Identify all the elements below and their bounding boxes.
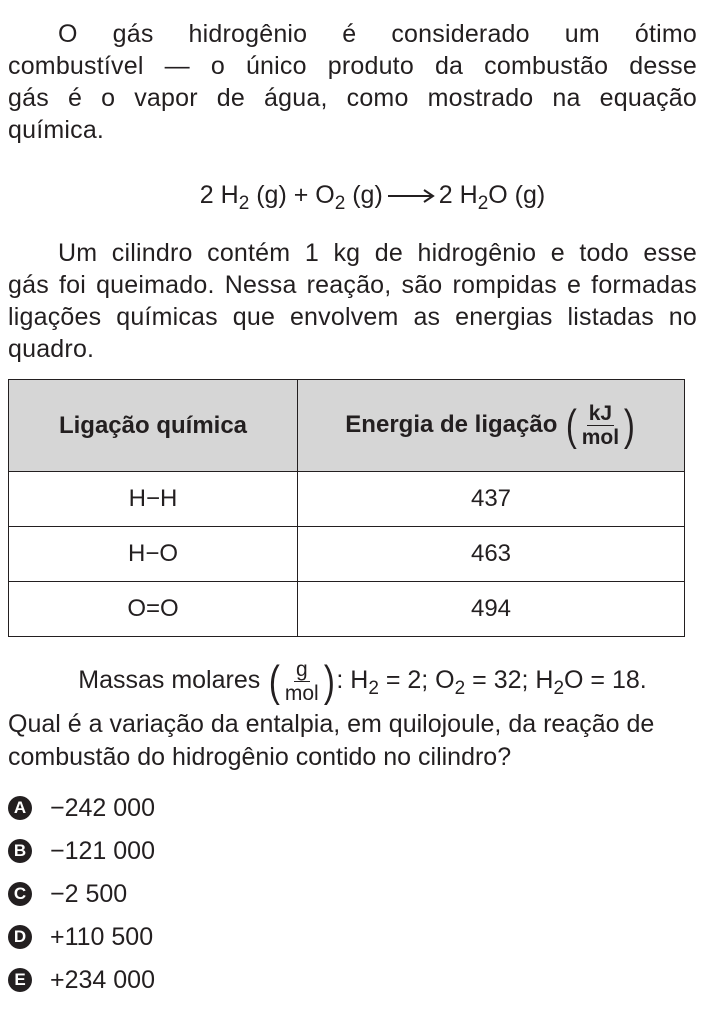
option-value: −121 000 — [50, 836, 155, 865]
molar-colon: : — [336, 666, 344, 695]
header-bond: Ligação química — [9, 380, 298, 472]
option-letter-badge: C — [8, 882, 32, 906]
option-b[interactable] — [8, 829, 697, 872]
energy-unit-denominator: mol — [581, 426, 620, 449]
option-letter-badge: B — [8, 839, 32, 863]
molar-h2-subscript: 2 — [368, 678, 379, 700]
table-row — [9, 472, 685, 527]
intro-paragraph-2: Um cilindro contém 1 kg de hidrogênio e todo esse gás foi queimado. Nessa reação, são rompidas e formadas ligações químicas que envolvem as energias listadas no quadro. — [8, 239, 697, 363]
energy-cell: 494 — [298, 582, 685, 637]
open-paren: ( — [565, 400, 577, 450]
option-d[interactable] — [8, 915, 697, 958]
eq-h2o-subscript: 2 — [477, 193, 489, 214]
table-row — [9, 527, 685, 582]
energy-unit-numerator: kJ — [588, 402, 613, 425]
bond-cell: O=O — [9, 582, 298, 637]
answer-options — [8, 786, 697, 1001]
eq-reactant-o2: (g) + O — [249, 181, 335, 209]
molar-unit-numerator: g — [295, 658, 308, 681]
molar-o2-subscript: 2 — [454, 678, 466, 700]
option-value: +110 500 — [50, 922, 154, 951]
question-text: Qual é a variação da entalpia, em quilojoule, da reação de combustão do hidrogênio contido no cilindro? — [8, 710, 655, 771]
molar-unit-fraction — [283, 659, 321, 704]
bond-cell: H−H — [9, 472, 298, 527]
option-value: −242 000 — [50, 793, 155, 822]
bond-energy-table — [8, 379, 685, 637]
close-paren: ) — [623, 400, 635, 450]
molar-h2-value: = 2; O — [378, 666, 455, 695]
molar-masses-label: Massas molares — [78, 666, 261, 695]
chemical-equation — [8, 175, 697, 215]
header-energy — [298, 380, 685, 472]
option-letter-badge: D — [8, 925, 32, 949]
reaction-arrow-icon — [387, 189, 435, 203]
header-energy-label: Energia de ligação — [345, 410, 558, 438]
table-header-row — [9, 380, 685, 472]
energy-cell: 437 — [298, 472, 685, 527]
molar-h2: H — [343, 666, 369, 695]
molar-unit-denominator: mol — [284, 682, 319, 705]
close-paren: ) — [323, 656, 335, 706]
open-paren: ( — [269, 656, 281, 706]
table-row — [9, 582, 685, 637]
option-e[interactable] — [8, 958, 697, 1001]
option-c[interactable] — [8, 872, 697, 915]
option-letter-badge: A — [8, 796, 32, 820]
eq-h2o-rest: O (g) — [488, 181, 546, 209]
energy-unit-fraction — [580, 403, 621, 448]
option-letter-badge: E — [8, 968, 32, 992]
molar-h2o-value: O = 18. — [564, 666, 647, 695]
molar-h2o-subscript: 2 — [553, 678, 565, 700]
eq-o2-state: (g) — [345, 181, 383, 209]
molar-o2-value: = 32; H — [465, 666, 554, 695]
eq-o2-subscript: 2 — [334, 193, 346, 214]
eq-product-h2o: 2 H — [438, 181, 478, 209]
option-a[interactable] — [8, 786, 697, 829]
intro-paragraph-1: O gás hidrogênio é considerado um ótimo combustível — o único produto da combustão desse gás é o vapor de água, como mostrado na equação química. — [8, 20, 697, 144]
option-value: +234 000 — [50, 965, 155, 994]
energy-cell: 463 — [298, 527, 685, 582]
eq-reactant-h2: 2 H — [199, 181, 239, 209]
molar-masses — [8, 656, 697, 706]
eq-h2-subscript: 2 — [238, 193, 250, 214]
bond-cell: H−O — [9, 527, 298, 582]
option-value: −2 500 — [50, 879, 128, 908]
